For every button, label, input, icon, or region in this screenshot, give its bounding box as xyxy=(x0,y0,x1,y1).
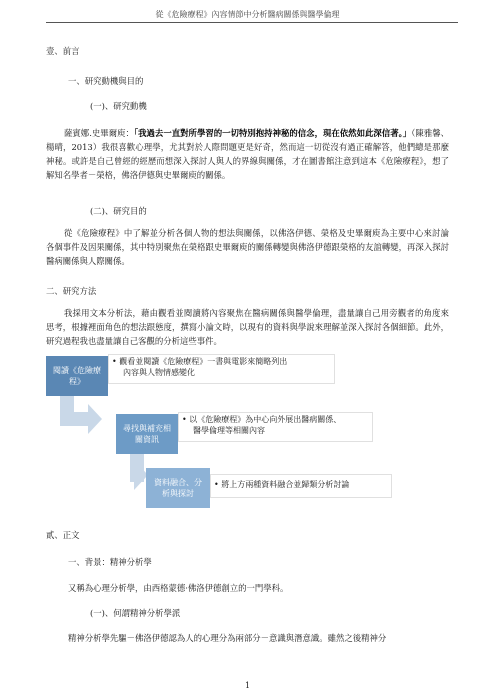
section-title-1: 壹、前言 xyxy=(46,46,80,56)
subsection-1b-title: (二)、研究目的 xyxy=(90,206,147,216)
step-2-label: 尋找與補充相關資訊 xyxy=(123,424,171,444)
step-3-box xyxy=(146,468,210,508)
header-divider xyxy=(46,22,458,23)
step-2-box xyxy=(116,414,178,454)
step-3-label: 資料融合、分析與探討 xyxy=(154,478,202,498)
step-1-bullet-line-2: 內容與人物情感變化 xyxy=(123,368,195,377)
subsection-1-title: 一、研究動機與目的 xyxy=(68,76,144,86)
running-header: 從《危險療程》內容情節中分析醫病關係與醫學倫理 xyxy=(155,10,340,19)
purpose-paragraph: 從《危險療程》中了解並分析各個人物的想法與關係，以佛洛伊德、榮格及史畢爾庾為主要中心來討論各個事件及因果關係，其中特別聚焦在榮格跟史畢爾庾的關係轉變與佛洛伊德跟榮格的友誼轉變，再深入探討醫病關係與人際關係。 xyxy=(46,228,449,266)
step-3-bullet-line-1: • 將上方兩種資料融合並歸類分析討論 xyxy=(214,480,350,489)
arrow-1-head xyxy=(88,404,102,434)
section-2-paragraph-2: 精神分析學先驅－佛洛伊德認為人的心理分為兩部分－意識與潛意識。雖然之後精神分 xyxy=(68,633,387,643)
section-title-2: 貳、正文 xyxy=(46,530,80,540)
motive-paragraph xyxy=(46,126,449,182)
section-2-subsection-1a-title: (一)、何謂精神分析學派 xyxy=(90,608,181,618)
step-1-box xyxy=(46,356,108,396)
section-2-paragraph-1: 又稱為心理分析學，由西格蒙德·佛洛伊德創立的一門學科。 xyxy=(68,583,289,593)
motive-quote: 「我過去一直對所學習的一切特別抱持神秘的信念，現在依然如此深信著。」 xyxy=(133,128,412,138)
page-number: 1 xyxy=(244,681,251,690)
motive-body: （陳雅馨、楊晴，2013）我很喜歡心理學，尤其對於人際問題更是好奇，然而這一切從沒有過正確解答，他們總是那麼神秘。或許是自己曾經的經歷而想深入探討人與人的界線與關係，才在圖書館注意到這本《危險療程》，想了解知名學者－榮格，佛洛伊德與史畢爾庾的關係。 xyxy=(46,128,450,180)
section-2-subsection-1-title: 一、背景：精神分析學 xyxy=(68,557,152,567)
subsection-2-title: 二、研究方法 xyxy=(46,286,97,296)
motive-lead: 薩賓娜.史畢爾庾： xyxy=(64,128,134,138)
step-1-label: 閱讀《危險療程》 xyxy=(53,366,101,386)
method-paragraph: 我採用文本分析法，藉由觀看並閱讀將內容聚焦在醫病關係與醫學倫理，盡量讓自己用旁觀者的角度來思考，根據裡面角色的想法跟態度，撰寫小論文時，以現有的資料與學說來理解並深入探討各個細節。此外，研究過程我也盡量讓自己客觀的分析這些事件。 xyxy=(46,308,449,346)
subsection-1a-title: (一)、研究動機 xyxy=(90,101,147,111)
step-1-bullet-line-1: • 觀看並閱讀《危險療程》一書與電影來簡略列出 xyxy=(112,357,288,366)
step-2-bullet-line-1: • 以《危險療程》為中心向外展出醫病關係、 xyxy=(182,415,342,424)
step-2-bullet-line-2: 醫學倫理等相關內容 xyxy=(193,426,265,435)
